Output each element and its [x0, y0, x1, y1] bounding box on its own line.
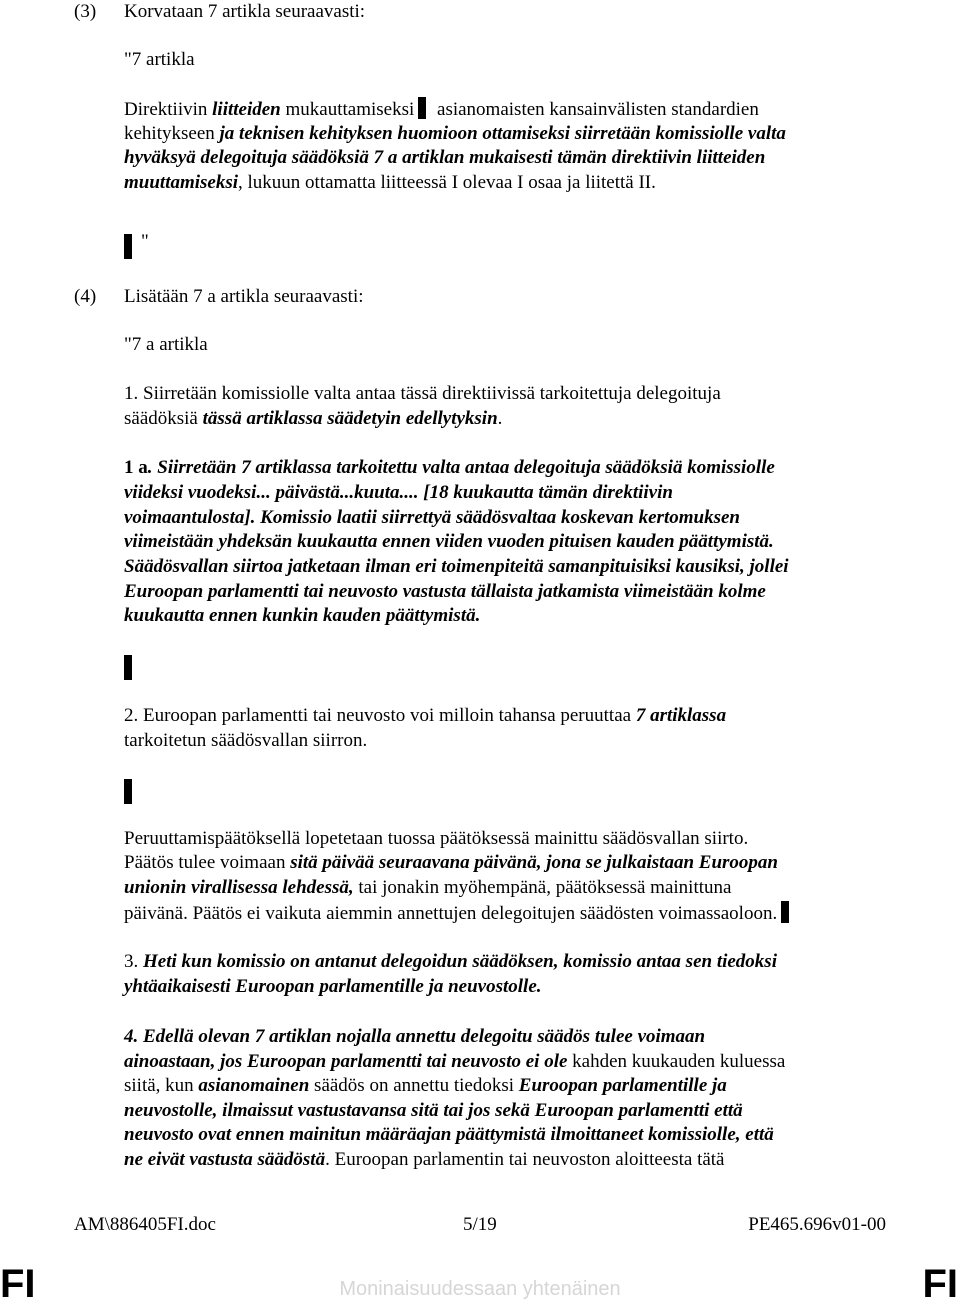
para-1a-line-4: viimeistään yhdeksän kuukautta ennen viiden vuoden pituisen kauden päättymistä. — [124, 531, 774, 552]
article-7-line-1 — [124, 97, 759, 123]
text-run: säädöksiä — [124, 408, 203, 429]
text-run: tai jonakin myöhempänä, päätöksessä mainittuna — [353, 877, 732, 898]
article-7-line-3: hyväksyä delegoituja säädöksiä 7 a artiklan mukaisesti tämän direktiivin liitteiden — [124, 147, 766, 168]
document-filename: AM\886405FI.doc — [74, 1214, 216, 1235]
para-4-line-4: neuvostolle, ilmaissut vastustavansa sitä tai jos sekä Euroopan parlamentti että — [124, 1100, 743, 1121]
para-4-line-1: 4. Edellä olevan 7 artiklan nojalla annettu delegoitu säädös tulee voimaan — [124, 1026, 706, 1047]
document-reference: PE465.696v01-00 — [748, 1214, 886, 1235]
deletion-marker — [124, 234, 132, 259]
para-4-line-6 — [124, 1148, 725, 1173]
text-run-emphasis: Euroopan parlamentille ja — [518, 1075, 727, 1096]
language-code-right: FI — [922, 1262, 958, 1306]
article-7-line-2 — [124, 122, 786, 147]
text-run-emphasis: ne eivät vastusta säädöstä — [124, 1149, 326, 1170]
text-run: , lukuun ottamatta liitteessä I olevaa I osaa ja liitettä II. — [238, 172, 656, 193]
text-run: säädös on annettu tiedoksi — [309, 1075, 519, 1096]
text-run-emphasis: tässä artiklassa säädetyin edellytyksin — [202, 408, 498, 429]
para-4-line-2 — [124, 1050, 785, 1075]
text-run-emphasis: . Siirretään 7 artiklassa tarkoitettu valta antaa delegoituja säädöksiä komissiolle — [147, 457, 775, 478]
text-run: Päätös tulee voimaan — [124, 852, 291, 873]
text-run-emphasis: unionin virallisessa lehdessä, — [124, 877, 354, 898]
text-run-emphasis: Heti kun komissio on antanut delegoidun säädöksen, komissio antaa sen tiedoksi — [143, 951, 777, 972]
text-run: 3. — [124, 951, 143, 972]
deletion-marker — [418, 97, 426, 119]
para-3-line-1 — [124, 950, 777, 975]
para-1a-line-1 — [124, 456, 775, 481]
text-run-emphasis: asianomainen — [198, 1075, 310, 1096]
para-2b-line-1: Peruuttamispäätöksellä lopetetaan tuossa päätöksessä mainittu säädösvallan siirto. — [124, 828, 749, 849]
para-2b-line-3 — [124, 876, 731, 901]
text-run: kehitykseen — [124, 123, 215, 144]
para-3-line-2: yhtäaikaisesti Euroopan parlamentille ja neuvostolle. — [124, 976, 542, 997]
article-title-7a: "7 a artikla — [124, 334, 208, 355]
text-run: päivänä. Päätös ei vaikuta aiemmin annettujen delegoitujen säädösten voimassaoloon. — [124, 903, 778, 924]
text-run: 2. Euroopan parlamentti tai neuvosto voi milloin tahansa peruuttaa — [124, 705, 636, 726]
text-run-emphasis: sitä päivää seuraavana päivänä, jona se julkaistaan Euroopan — [290, 852, 778, 873]
text-run: . — [497, 408, 503, 429]
text-run: Direktiivin — [124, 99, 213, 120]
closing-quote: " — [141, 231, 149, 252]
para-4-line-3 — [124, 1074, 727, 1099]
deletion-marker — [124, 655, 132, 680]
text-run: asianomaisten kansainvälisten standardien — [432, 99, 759, 120]
text-run-emphasis: muuttamiseksi — [124, 172, 239, 193]
para-1a-line-3: voimaantulosta]. Komissio laatii siirrettyä säädösvaltaa koskevan kertomuksen — [124, 507, 740, 528]
para-2b-line-2 — [124, 851, 778, 876]
text-run-emphasis: ja teknisen kehityksen huomioon ottamiseksi siirretään komissiolle valta — [214, 123, 786, 144]
para-1a-line-7: kuukautta ennen kunkin kauden päättymistä. — [124, 605, 481, 626]
para-2-line-1 — [124, 704, 726, 729]
text-run-emphasis: liitteiden — [212, 99, 281, 120]
para-1-line-2 — [124, 407, 502, 432]
text-run: . Euroopan parlamentin tai neuvoston aloitteesta tätä — [325, 1149, 725, 1170]
para-1a-line-6: Euroopan parlamentti tai neuvosto vastusta tällaista jatkamista viimeistään kolme — [124, 581, 766, 602]
text-run: kahden kuukauden kuluessa — [567, 1051, 786, 1072]
text-run: mukauttamiseksi — [280, 99, 415, 120]
para-4-line-5: neuvosto ovat ennen mainitun määräajan päättymistä ilmoittaneet komissiolle, että — [124, 1124, 774, 1145]
text-run-emphasis: 7 artiklassa — [635, 705, 727, 726]
text-run-bold: 1 a — [124, 457, 148, 478]
amendment-heading-4: Lisätään 7 a artikla seuraavasti: — [124, 286, 364, 307]
item-number-3: (3) — [74, 1, 97, 22]
article-title-7: "7 artikla — [124, 49, 195, 70]
article-7-line-4 — [124, 171, 656, 196]
motto-watermark: Moninaisuudessaan yhtenäinen — [339, 1278, 621, 1300]
deletion-marker — [124, 779, 132, 804]
item-number-4: (4) — [74, 286, 97, 307]
deletion-marker — [781, 901, 789, 923]
page-number: 5/19 — [463, 1214, 497, 1235]
text-run-emphasis: ainoastaan, jos Euroopan parlamentti tai neuvosto ei ole — [124, 1051, 568, 1072]
para-1a-line-5: Säädösvallan siirtoa jatketaan ilman eri toimenpiteitä samanpituisiksi kausiksi, jollei — [124, 556, 789, 577]
text-run: siitä, kun — [124, 1075, 199, 1096]
para-2-line-2: tarkoitetun säädösvallan siirron. — [124, 730, 368, 751]
language-code-left: FI — [0, 1262, 36, 1306]
amendment-heading-3: Korvataan 7 artikla seuraavasti: — [124, 1, 366, 22]
para-1a-line-2: viideksi vuodeksi... päivästä...kuuta.... [18 kuukautta tämän direktiivin — [124, 482, 673, 503]
para-2b-line-4 — [124, 901, 795, 927]
para-1-line-1: 1. Siirretään komissiolle valta antaa tässä direktiivissä tarkoitettuja delegoituja — [124, 383, 721, 404]
